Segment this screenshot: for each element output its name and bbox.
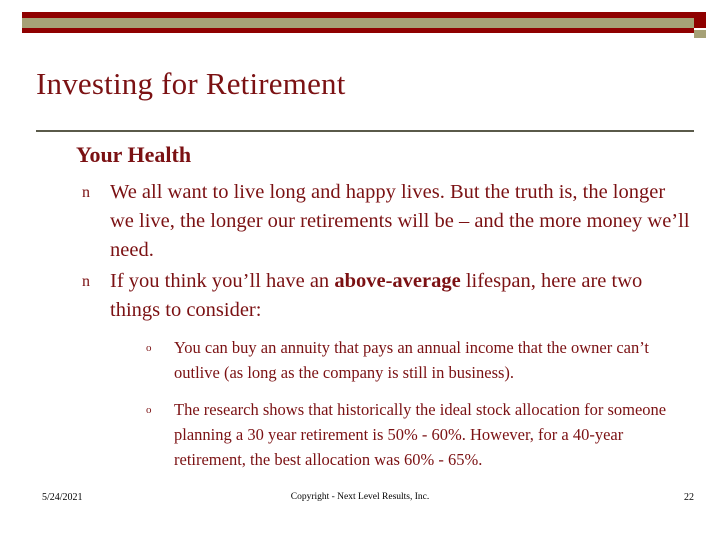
footer-copyright: Copyright - Next Level Results, Inc. bbox=[290, 492, 430, 502]
slide-footer bbox=[0, 492, 720, 512]
list-item bbox=[76, 267, 692, 325]
sub-list-item bbox=[146, 397, 696, 472]
sub-list-item-text: The research shows that historically the ideal stock allocation for someone planning a 30 year retirement is 50% - 60%. However, for a 40-year retirement, the best allocation was 60% - 65%. bbox=[174, 400, 667, 469]
header-square-olive bbox=[694, 30, 706, 38]
header-bar-red-bottom bbox=[22, 28, 694, 33]
bullet-marker-icon: n bbox=[82, 184, 90, 201]
title-divider bbox=[36, 130, 694, 132]
header-square-red bbox=[694, 12, 706, 28]
footer-date: 5/24/2021 bbox=[42, 492, 83, 503]
list-item bbox=[76, 178, 692, 265]
page-title: Investing for Retirement bbox=[36, 66, 346, 101]
header-bar-olive bbox=[22, 18, 694, 28]
emphasis-text: above-average bbox=[334, 270, 461, 292]
sub-list-item bbox=[146, 335, 696, 385]
sub-list-item-text: You can buy an annuity that pays an annual income that the owner can’t outlive (as long as the company is still in business). bbox=[174, 338, 650, 382]
sub-bullet-marker-icon: o bbox=[146, 342, 152, 354]
list-item-text: We all want to live long and happy lives. But the truth is, the longer we live, the longer our retirements will be – and the more money we’ll need. bbox=[110, 181, 690, 261]
bullet-marker-icon: n bbox=[82, 273, 90, 290]
sub-bullet-marker-icon: o bbox=[146, 404, 152, 416]
footer-page-number: 22 bbox=[684, 492, 694, 503]
slide-header-decoration bbox=[0, 0, 720, 40]
slide-body bbox=[36, 142, 696, 474]
section-heading: Your Health bbox=[76, 142, 192, 167]
list-item-text-before: If you think you’ll have an bbox=[110, 270, 335, 292]
list-item-text bbox=[110, 267, 692, 325]
list-item-text-after: lifespan, here are two things to consider: bbox=[110, 270, 643, 321]
